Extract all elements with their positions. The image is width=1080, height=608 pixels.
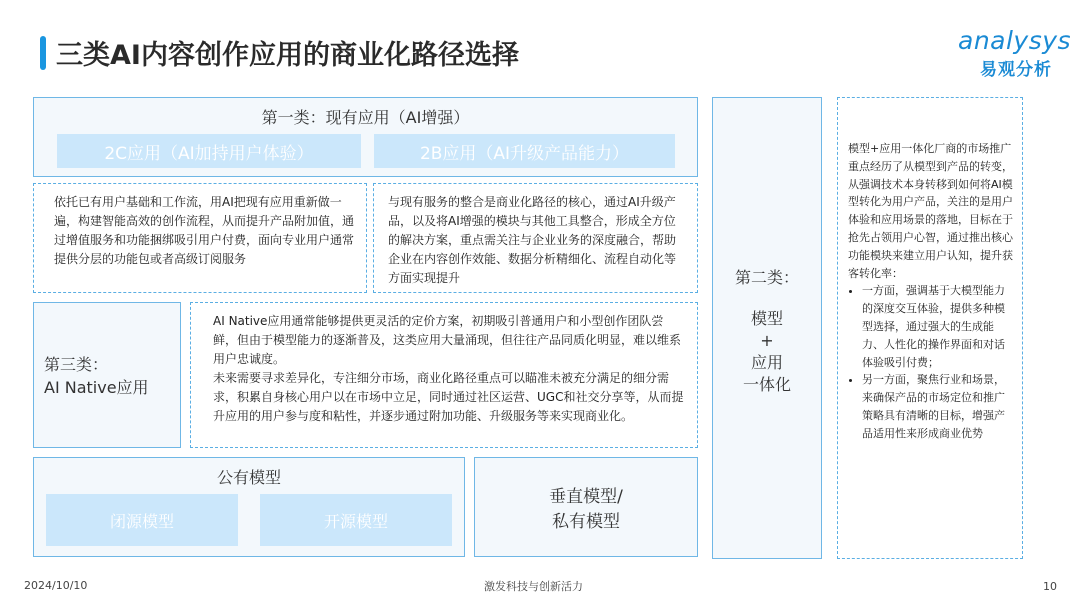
category3-label-line1: 第三类： — [44, 355, 109, 374]
public-model-title: 公有模型 — [216, 467, 281, 487]
category1-2c-label: 2C应用（AI加持用户体验） — [57, 134, 361, 168]
footer-slogan: 激发科技与创新活力 — [484, 580, 583, 593]
page-title: 三类AI内容创作应用的商业化路径选择 — [56, 40, 519, 71]
vertical-model-line2: 私有模型 — [552, 512, 620, 532]
category2-bullets — [848, 282, 1014, 442]
open-source-model: 开源模型 — [260, 494, 452, 546]
vertical-model-line1: 垂直模型/ — [549, 487, 623, 507]
category3-label-line2: AI Native应用 — [44, 378, 149, 397]
category2-description — [837, 97, 1023, 559]
category1-2c-description: 依托已有用户基础和工作流，用AI把现有应用重新做一遍，构建智能高效的创作流程，从而提升产品附加值，通过增值服务和功能捆绑吸引用户付费，面向专业用户通常提供分层的功能包或者高级订阅服务 — [33, 183, 367, 293]
footer-date: 2024/10/10 — [24, 579, 88, 592]
category3-label — [33, 302, 181, 448]
vertical-model-panel — [474, 457, 698, 557]
category2-name — [713, 308, 821, 396]
category2-intro: 模型+应用一体化厂商的市场推广重点经历了从模型到产品的转变，从强调技术本身转移到如何将AI模型转化为用户产品，关注的是用户体验和应用场景的落地，目标在于抢先占领用户心智，通过推出核心功能模块来建立用户认知，提升获客转化率： — [848, 142, 1013, 280]
closed-source-model: 闭源模型 — [46, 494, 238, 546]
category3-para2: 未来需要寻求差异化，专注细分市场，商业化路径重点可以瞄准未被充分满足的细分需求，积累自身核心用户以在市场中立足，同时通过社区运营、UGC和社交分享等，从而提升应用的用户参与度和粘性，并逐步通过附加功能、升级服务等来实现商业化。 — [213, 371, 684, 423]
category2-label: 第二类： — [734, 267, 799, 287]
category2-bullet2: • 另一方面，聚焦行业和场景，来确保产品的市场定位和推广策略具有清晰的目标，增强产品适用性来形成商业优势 — [862, 371, 1014, 442]
logo-wordmark: analysys — [958, 26, 1072, 55]
title-accent-bar — [40, 36, 46, 70]
category2-line4: 一体化 — [742, 375, 791, 394]
category2-line1: 模型 — [750, 309, 783, 328]
category1-2b-label: 2B应用（AI升级产品能力） — [374, 134, 675, 168]
category2-line2: + — [760, 331, 774, 350]
logo-chinese: 易观分析 — [980, 60, 1052, 80]
category2-line3: 应用 — [750, 353, 783, 372]
category1-title: 第一类：现有应用（AI增强） — [261, 107, 470, 127]
category1-2b-description: 与现有服务的整合是商业化路径的核心，通过AI升级产品，以及将AI增强的模块与其他工具整合，形成全方位的解决方案，重点需关注与企业业务的深度融合，帮助企业在内容创作效能、数据分析精细化、流程自动化等方面实现提升 — [373, 183, 698, 293]
category1-panel — [33, 97, 698, 177]
category3-para1: AI Native应用通常能够提供更灵活的定价方案，初期吸引普通用户和小型创作团队尝鲜，但由于模型能力的逐渐普及，这类应用大量涌现，但往往产品同质化明显，难以维系用户忠诚度。 — [213, 314, 682, 366]
page-number: 10 — [1043, 580, 1057, 593]
public-model-panel — [33, 457, 465, 557]
category3-description — [190, 302, 698, 448]
category2-bullet1: • 一方面，强调基于大模型能力的深度交互体验，提供多种模型选择，通过强大的生成能力、人性化的操作界面和对话体验吸引付费； — [862, 282, 1014, 371]
category2-panel — [712, 97, 822, 559]
